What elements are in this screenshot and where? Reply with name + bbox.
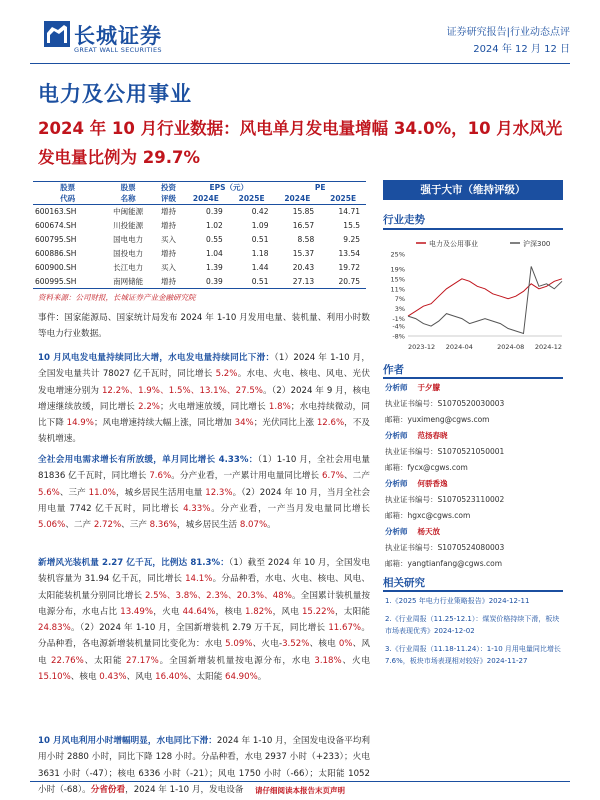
paragraph-heading: 10 月风电发电量持续同比大增，水电发电量持续同比下滑： (38, 353, 275, 363)
header-divider (30, 63, 570, 64)
text-run: ；风电增速持续大幅上涨，同比增加 (93, 418, 235, 429)
series-line-industry (408, 279, 562, 316)
pe-2025: 14.71 (338, 207, 360, 217)
eps-2025: 0.51 (251, 235, 269, 244)
pe-2024: 15.85 (292, 207, 315, 217)
highlight-value: 2.2% (138, 401, 160, 412)
text-run: 、火电 (341, 655, 371, 666)
text-run: ，火电 (153, 606, 183, 617)
col-name: 股票 (102, 182, 154, 194)
text-run: ；水电持续微动，同比下降 (38, 401, 371, 429)
highlight-value: 1.82% (245, 606, 273, 617)
text-run: ，2024 年 1-10 月，发电设备 (125, 784, 244, 795)
table-header-row (33, 182, 366, 194)
highlight-value: 8.07% (239, 520, 268, 531)
text-run: ；光伏同比上涨 (253, 418, 317, 429)
stock-name: 中闽能源 (113, 207, 144, 217)
eps-2025: 0.42 (251, 207, 269, 217)
legend-label-a: 电力及公用事业 (429, 240, 478, 248)
highlight-value: 34% (234, 418, 254, 429)
highlight-value: 3.18% (314, 655, 342, 666)
stock-name: 国电电力 (113, 235, 144, 244)
authors-divider (383, 377, 563, 379)
x-tick-label: 2024-08 (497, 343, 525, 351)
text-run: 2024 年 1-10 月，全国发电设备平均利用小时 2880 小时，同比下降 128 小时。分品种看，水电 2937 小时（+233）；火电 3631 小时（-47）；核电 6336 小时（-21）；风电 1750 小时（-66）；太阳能 1052 小时（-68）。 (38, 736, 370, 795)
sub-name: 名称 (102, 193, 154, 205)
analyst-cert: 执业证书编号：S1070524080003 (385, 543, 505, 552)
brand-name: 长城证券 (74, 24, 162, 48)
highlight-value: 7.6% (149, 471, 172, 482)
y-tick-label: 25% (390, 250, 405, 259)
y-tick-label: 15% (390, 275, 405, 284)
highlight-value: 64.90% (225, 672, 258, 683)
table-row (33, 219, 366, 233)
y-tick-label: -8% (392, 332, 405, 341)
highlight-value: 3.52% (282, 639, 310, 650)
sub-eps-2024: 2024E (183, 193, 229, 205)
text-run: 。水电、火电、核电、风电、光伏发电增速分别为 (38, 369, 370, 396)
x-tick-label: 2024-04 (445, 343, 473, 351)
highlight-value: 6.7% (322, 471, 344, 482)
text-run: 、风电 (38, 639, 370, 666)
pe-2024: 16.57 (292, 221, 315, 230)
pe-2024: 20.43 (292, 263, 315, 272)
paragraph-capacity (38, 555, 370, 685)
analyst-cert: 执业证书编号：S1070523110002 (385, 495, 505, 504)
analyst-role: 分析师 (385, 527, 408, 536)
pe-2025: 13.54 (338, 249, 360, 258)
stock-code: 600900.SH (35, 263, 77, 272)
y-tick-label: 19% (390, 265, 405, 274)
related-list (385, 595, 565, 667)
text-run: 、三产 (121, 520, 150, 531)
analyst-email[interactable]: 邮箱：fycx@cgws.com (385, 463, 468, 472)
analyst-role: 分析师 (385, 383, 408, 392)
stock-name: 国投电力 (113, 249, 144, 258)
authors-title: 作者 (383, 364, 404, 376)
paragraph-generation (38, 350, 370, 448)
sub-code: 代码 (33, 193, 102, 205)
table-row (33, 261, 366, 275)
related-divider (383, 590, 563, 592)
pe-2025: 15.5 (343, 221, 360, 230)
paragraph-heading: 新增风光装机量 2.27 亿千瓦，比例达 81.3%： (38, 558, 229, 568)
stock-rating: 增持 (161, 249, 177, 258)
highlight-value: 0% (338, 639, 353, 650)
stock-rating: 增持 (154, 275, 183, 289)
analyst-name: 于夕朦 (417, 383, 440, 392)
highlight-value: 15.22% (301, 606, 335, 617)
industry-title: 电力及公用事业 (38, 82, 192, 106)
table-subheader-row (33, 193, 366, 205)
pe-2024: 15.37 (292, 249, 315, 258)
highlight-value: 5.2% (215, 369, 238, 380)
related-item[interactable]: 2.《行业周报（11.25-12.1）：煤炭价格持续下滑，板块市场表现优秀》2024-12-02 (385, 615, 560, 635)
eps-2024: 1.04 (206, 249, 223, 258)
stock-rating: 增持 (161, 207, 177, 217)
text-run: 、核电 (70, 672, 100, 683)
stock-code: 600995.SH (33, 275, 102, 289)
text-run: 、太阳能 (83, 655, 127, 666)
eps-2025: 1.09 (251, 221, 269, 230)
footer-disclaimer: 请仔细阅读本报告末页声明 (255, 786, 345, 795)
stock-name: 川投能源 (113, 221, 144, 230)
y-tick-label: 11% (390, 285, 405, 294)
text-run: 。（2）2024 年 10 月，当月全社会用电量 7742 亿千瓦时，同比增长 (38, 487, 371, 514)
eps-2024: 0.39 (206, 207, 223, 217)
x-tick-label: 2023-12 (408, 343, 436, 351)
text-run: 、核电 (309, 639, 339, 650)
sub-eps-2025: 2025E (229, 193, 275, 205)
stock-code: 600795.SH (35, 235, 77, 244)
col-eps: EPS（元） (183, 182, 274, 194)
pe-2025: 19.72 (338, 263, 360, 272)
highlight-value: 分省份看 (90, 784, 126, 795)
analyst-name: 杨天放 (417, 527, 440, 536)
highlight-value: 44.64% (182, 606, 216, 617)
stock-rating: 买入 (161, 235, 177, 244)
text-run: 、二产 (343, 471, 370, 482)
text-run: 。全国累计装机量按电源分布，水电占比 (38, 590, 371, 617)
rating-box: 强于大市（维持评级） (383, 180, 563, 200)
text-run: 。 (267, 520, 276, 531)
event-paragraph: 事件：国家能源局、国家统计局发布 2024 年 1-10 月发用电量、装机量、利用小时数等电力行业数据。 (38, 313, 370, 340)
paragraph-consumption (38, 452, 370, 533)
text-run: 、太阳能 (187, 672, 226, 683)
report-date: 2024 年 12 月 12 日 (473, 44, 570, 55)
analyst-name: 何骄香逸 (417, 479, 448, 488)
highlight-value: 0.43% (99, 672, 127, 683)
text-run: （1）1-10 月，全社会用电量 81836 亿千瓦时，同比增长 (38, 455, 370, 482)
text-run: ，核电 (215, 606, 246, 617)
text-run: ，城乡居民生活用电量 (115, 487, 206, 498)
highlight-value: 5.6% (38, 487, 60, 498)
stock-code: 600674.SH (35, 221, 77, 230)
highlight-value: 12.6% (316, 418, 345, 429)
stock-code: 600163.SH (35, 207, 77, 217)
highlight-value: 11.0% (88, 487, 116, 498)
text-run: ，不及装机增速。 (38, 418, 371, 445)
related-item[interactable]: 3.《行业周报（11.18-11.24）：1-10 月用电量同比增长 7.6%，板块市场表现相对较好》2024-11-27 (385, 645, 561, 665)
highlight-value: 14.1% (185, 574, 213, 585)
highlight-value: 14.9% (66, 418, 94, 429)
highlight-value: 2.72% (93, 520, 122, 531)
text-run: 、三产 (59, 487, 89, 498)
text-run: 。（2）2024 年 1-10 月，全国新增装机 2.79 万千瓦，同比增长 (70, 623, 329, 634)
analyst-card (385, 381, 563, 426)
paragraph-heading: 10 月风电利用小时增幅明显，水电同比下滑： (38, 736, 217, 746)
text-run: 。分产业看，一产当月发电量同比增长 (210, 503, 370, 514)
text-run: 。全国新增装机量按电源分布，水电 (158, 655, 315, 666)
table-row (33, 205, 366, 219)
analyst-card (385, 525, 563, 570)
y-tick-label: -4% (392, 322, 405, 331)
pe-2025: 20.75 (320, 275, 366, 289)
related-item[interactable]: 1.《2025 年电力行业策略报告》2024-12-11 (385, 597, 530, 605)
analyst-cert: 执业证书编号：S1070521050001 (385, 447, 505, 456)
eps-2025: 1.18 (251, 249, 269, 258)
col-rating: 投资 (154, 182, 183, 194)
pe-2025: 9.25 (343, 235, 360, 244)
y-tick-label: 3% (394, 305, 405, 314)
great-wall-logo-icon (44, 21, 70, 47)
brand-name-en: GREAT WALL SECURITIES (74, 46, 162, 54)
highlight-value: 11.67% (328, 623, 362, 634)
eps-2024: 0.39 (183, 275, 229, 289)
analyst-role: 分析师 (385, 479, 408, 488)
report-header (0, 0, 600, 62)
analyst-email[interactable]: 邮箱：hgxc@cgws.com (385, 511, 471, 520)
stock-rating: 买入 (161, 263, 177, 272)
col-code: 股票 (33, 182, 102, 194)
col-pe: PE (274, 182, 366, 194)
text-run: ，太阳能 (334, 606, 370, 617)
report-meta (447, 24, 570, 58)
table-row (33, 275, 366, 289)
x-tick-label: 2024-12 (534, 343, 562, 351)
table-source: 资料来源：公司财报，长城证券产业金融研究院 (38, 293, 196, 302)
stock-table (33, 181, 366, 289)
table-row (33, 247, 366, 261)
report-headline: 2024 年 10 月行业数据：风电单月发电量增幅 34.0%，10 月水风光发电量比例为 29.7% (38, 119, 563, 167)
footer-divider (30, 781, 570, 782)
text-run: ，风电 (272, 606, 302, 617)
text-run: 。（2）2024 年 9 月，核电增速继续放缓，同比增长 (38, 385, 370, 412)
text-run: 、风电 (126, 672, 156, 683)
highlight-value: 4.33% (183, 503, 211, 514)
text-run: 。分产业看，一产累计用电量同比增长 (171, 471, 323, 482)
y-tick-label: -1% (392, 315, 405, 324)
sub-pe-2025: 2025E (320, 193, 366, 205)
analyst-name: 范扬春晓 (417, 431, 448, 440)
eps-2025: 1.44 (251, 263, 269, 272)
text-run: ；火电增速放缓，同比增长 (159, 401, 269, 412)
series-line-csi300 (408, 266, 562, 333)
highlight-value: 1.8% (268, 401, 291, 412)
text-run: （1）截至 2024 年 10 月，全国发电装机容量为 31.94 亿千瓦，同比增长 (38, 558, 370, 585)
text-run: 、火电- (252, 639, 283, 650)
eps-2024: 0.55 (206, 235, 223, 244)
eps-2025: 0.51 (229, 275, 275, 289)
highlight-value: 8.36% (149, 520, 177, 531)
analyst-card (385, 477, 563, 522)
highlight-value: 5.06% (38, 520, 66, 531)
related-title: 相关研究 (383, 577, 425, 589)
text-run: ，城乡居民生活 (176, 520, 240, 531)
text-run: 。 (257, 672, 267, 683)
trend-title: 行业走势 (383, 214, 425, 226)
sub-rating: 评级 (154, 193, 183, 205)
highlight-value: 16.40% (155, 672, 188, 683)
text-run: 。分品种看，水电、火电、核电、风电、太阳能装机量分别同比增长 (38, 574, 370, 601)
paragraph-heading: 全社会用电需求增长有所放缓，单月同比增长 4.33%： (38, 455, 258, 465)
eps-2024: 1.02 (206, 221, 223, 230)
highlight-value: 5.09% (225, 639, 253, 650)
text-run: （1）2024 年 1-10 月，全国发电量共计 78027 亿千瓦时，同比增长 (38, 353, 370, 380)
highlight-value: 24.83% (38, 623, 71, 634)
trend-divider (383, 228, 563, 230)
analyst-email[interactable]: 邮箱：yangtianfang@cgws.com (385, 559, 503, 568)
text-run: 。分品种看，各电源新增装机量同比变化为：水电 (38, 623, 370, 650)
sub-pe-2024: 2024E (274, 193, 320, 205)
eps-2024: 1.39 (206, 263, 223, 272)
highlight-value: 12.2%、1.9%、1.5%、13.1%、27.5% (101, 385, 263, 396)
text-run: 、二产 (65, 520, 94, 531)
highlight-value: 13.49% (120, 606, 154, 617)
stock-name: 长江电力 (113, 263, 144, 272)
trend-chart (380, 232, 570, 354)
report-type: 证券研究报告|行业动态点评 (446, 27, 570, 38)
pe-2024: 8.58 (297, 235, 315, 244)
analyst-cert: 执业证书编号：S1070520030003 (385, 399, 505, 408)
analyst-role: 分析师 (385, 431, 408, 440)
legend-label-b: 沪深300 (523, 240, 551, 248)
analyst-email[interactable]: 邮箱：yuximeng@cgws.com (385, 415, 490, 424)
analyst-card (385, 429, 563, 474)
pe-2024: 27.13 (274, 275, 320, 289)
stock-name: 南网储能 (102, 275, 154, 289)
y-tick-label: 7% (394, 295, 405, 304)
highlight-value: 15.10% (38, 672, 71, 683)
stock-rating: 增持 (161, 221, 177, 230)
table-row (33, 233, 366, 247)
highlight-value: 2.5%、3.8%、2.3%、20.3%、48% (144, 590, 292, 601)
highlight-value: 22.76% (51, 655, 84, 666)
highlight-value: 12.3% (205, 487, 233, 498)
highlight-value: 27.17% (126, 655, 159, 666)
stock-code: 600886.SH (35, 249, 77, 258)
